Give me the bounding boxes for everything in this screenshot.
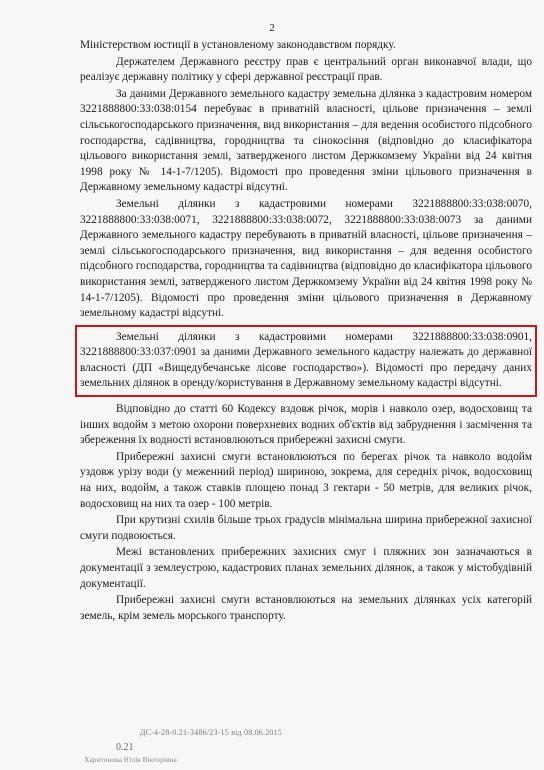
paragraph: Відповідно до статті 60 Кодексу вздовж річок, морів і навколо озер, водосховищ та інших водойм з метою охорони поверхневих водних об'єктів від забруднення і засмічення та збереження їх водності встановлюються прибережні захисні смуги. <box>80 403 532 447</box>
highlighted-paragraph: Земельні ділянки з кадастровими номерами 3221888800:33:038:0901, 3221888800:33:037:0901 за даними Державного земельного кадастру належать до державної власності (ДП «Вищедубечанське лісове господарство»). Відомості про передачу даних земельних ділянок в оренду/користування в Державному земельному кадастрі відсутні. <box>80 330 532 392</box>
paragraph: За даними Державного земельного кадастру земельна ділянка з кадастровим номером 3221888800:33:038:0154 перебуває в приватній власності, цільове призначення – землі сільськогосподарського призначення, вид використання – для ведення особистого підсобного господарства, садівництва, городництва та сінокосіння (відповідно до класифікатора цільового використання землі, затвердженого листом Держкомзему України від 24 квітня 1998 року № 14-1-7/1205). Відомості про проведення зміни цільового призначення в Державному земельному кадастрі відсутні. <box>80 87 532 194</box>
sheet-code: 0.21 <box>116 742 134 753</box>
paragraph: Держателем Державного реєстру прав є центральний орган виконавчої влади, що реалізує державну політику у сфері державної реєстрації прав. <box>80 55 532 84</box>
paragraph: Прибережні захисні смуги встановлюються по берегах річок та навколо водойм уздовж урізу води (у меженний період) шириною, зокрема, для середніх річок, водосховищ на них, водойм, а також ставків площею понад 3 гектари - 50 метрів, для великих річок, водосховищ на них та озер - 100 метрів. <box>80 450 532 510</box>
paragraph: Земельні ділянки з кадастровими номерами 3221888800:33:038:0070, 3221888800:33:038:0071, 3221888800:33:038:0072, 3221888800:33:038:0073 за даними Державного земельного кадастру перебувають в приватній власності, цільове призначення – землі сільськогосподарського призначення, вид використання – для ведення особистого підсобного господарства, городництва та садівництва (відповідно до класифікатора цільового використання землі, затвердженого листом Держкомзему України від 24 квітня 1998 року № 14-1-7/1205). Відомості про проведення зміни цільового призначення в Державному земельному кадастрі відсутні. <box>80 197 532 320</box>
paragraph: Прибережні захисні смуги встановлюються на земельних ділянках усіх категорій земель, крім земель морського транспорту. <box>80 594 532 622</box>
page-number: 2 <box>269 22 275 34</box>
paragraph: Міністерством юстиції в установленому законодавством порядку. <box>80 39 396 51</box>
document-body <box>80 38 532 624</box>
document-reference: ДС-4-28-0.21-3486/23-15 від 08.06.2015 <box>140 728 283 737</box>
paragraph: Межі встановлених прибережних захисних смуг і пляжних зон зазначаються в документації з землеустрою, кадастрових планах земельних ділянок, а також у містобудівній документації. <box>80 546 532 590</box>
paragraph: При крутизні схилів більше трьох градусів мінімальна ширина прибережної захисної смуги подвоюється. <box>80 514 532 542</box>
signature-line: Харитонова Юлія Вікторівна <box>84 755 177 764</box>
